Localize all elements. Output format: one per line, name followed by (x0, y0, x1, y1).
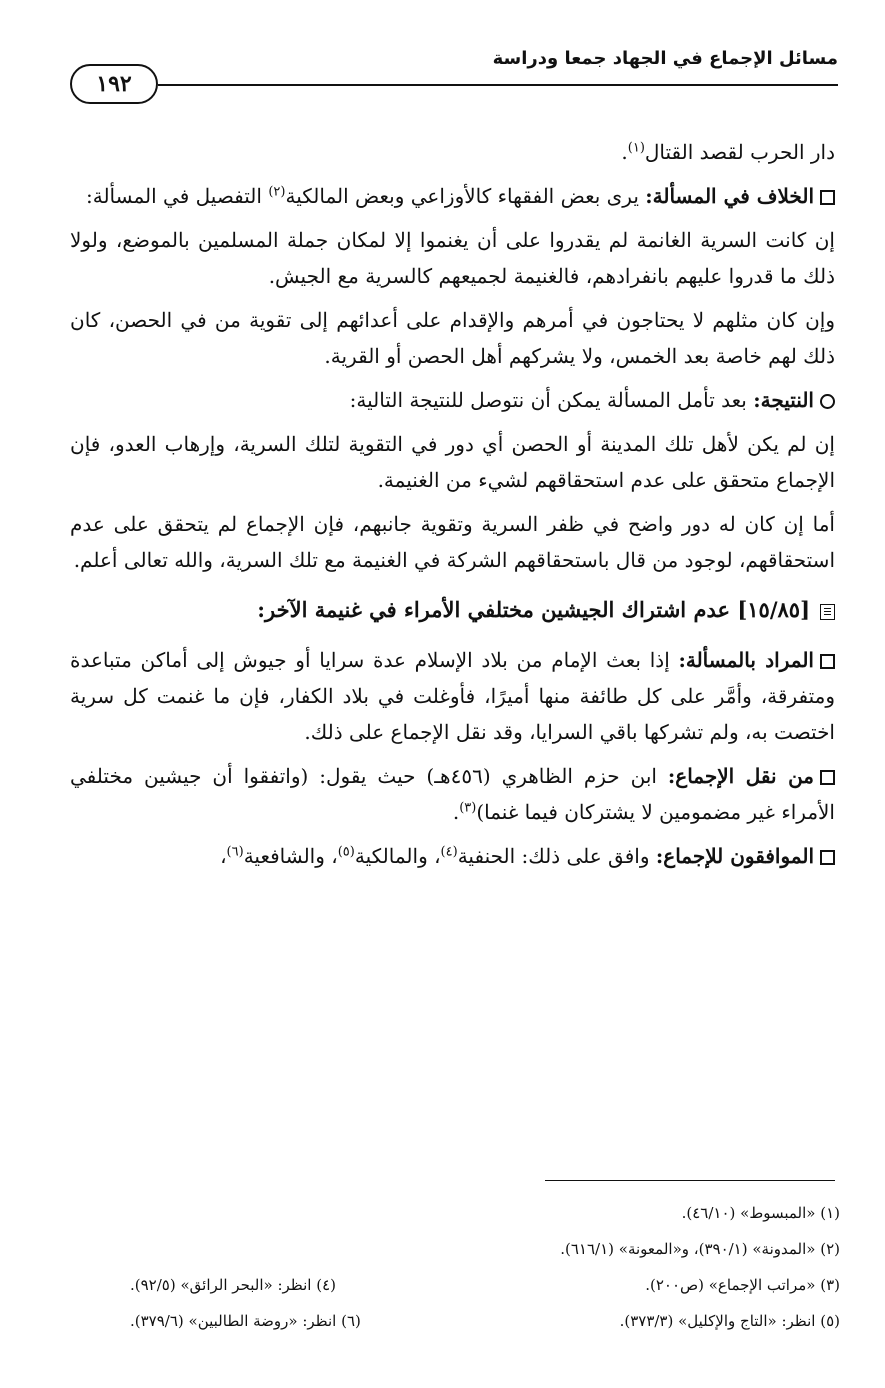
paragraph-1 (70, 134, 835, 170)
footnote-row (70, 1231, 840, 1267)
header-rule (158, 84, 838, 86)
footnote-row (70, 1267, 840, 1303)
square-bullet-icon (820, 190, 835, 205)
paragraph-tail: التفصيل في المسألة: (85, 184, 269, 208)
footnote-row (70, 1303, 840, 1339)
paragraph-text: يرى بعض الفقهاء كالأوزاعي وبعض المالكية (285, 184, 646, 208)
paragraph-4: وإن كان مثلهم لا يحتاجون في أمرهم والإقدام على أعدائهم إلى تقوية من في الحصن، كان ذلك لهم خاصة بعد الخمس، ولا يشركهم أهل الحصن أو القرية. (70, 308, 835, 368)
footnote-ref-6: (٦) (226, 844, 244, 860)
paragraph-text: بعد تأمل المسألة يمكن أن نتوصل للنتيجة التالية: (349, 388, 754, 412)
main-text (70, 134, 835, 882)
paragraph-tail: ، (220, 844, 227, 868)
paragraph-tail: . (621, 140, 628, 164)
paragraph-tail: . (452, 800, 460, 824)
footnote-2: (٢) «المدونة» (٣٩٠/١)، و«المعونة» (٦١٦/١). (560, 1240, 840, 1258)
running-title: مسائل الإجماع في الجهاد جمعا ودراسة (492, 48, 838, 69)
footnote-ref-1: (١) (627, 140, 645, 156)
term-label: النتيجة: (753, 388, 814, 412)
paragraph-meaning (70, 642, 835, 750)
term-label: من نقل الإجماع: (667, 764, 815, 788)
paragraph-text: ، والشافعية (243, 844, 338, 868)
term-label: المراد بالمسألة: (678, 648, 814, 672)
footnote-row (70, 1195, 840, 1231)
square-bullet-icon (820, 850, 835, 865)
paragraph-disagreement (70, 178, 835, 214)
document-stack-icon (820, 604, 835, 620)
footnote-4: (٤) انظر: «البحر الرائق» (٩٢/٥). (130, 1276, 336, 1294)
paragraph-text: ، والمالكية (354, 844, 441, 868)
footnote-1: (١) «المبسوط» (٤٦/١٠). (681, 1204, 840, 1222)
term-label: الموافقون للإجماع: (655, 844, 814, 868)
footnote-6: (٦) انظر: «روضة الطالبين» (٣٧٩/٦). (130, 1312, 361, 1330)
footnote-3: (٣) «مراتب الإجماع» (ص٢٠٠). (645, 1276, 840, 1294)
paragraph-text: إذا بعث الإمام من بلاد الإسلام عدة سرايا أو جيوش إلى أماكن متباعدة ومتفرقة، وأمَّر على كل طائفة منها أميرًا، فأوغلت في بلاد الكفار، فإن ما غنمت كل سرية اختصت به، ولم تشركها باقي السرايا، وقد نقل الإجماع على ذلك. (70, 648, 835, 744)
paragraph-text: دار الحرب لقصد القتال (644, 140, 835, 164)
square-bullet-icon (820, 654, 835, 669)
footnote-5: (٥) انظر: «التاج والإكليل» (٣٧٣/٣). (619, 1312, 840, 1330)
paragraph-6: إن لم يكن لأهل تلك المدينة أو الحصن أي دور في التقوية لتلك السرية، وإرهاب العدو، فإن الإجماع متحقق على عدم استحقاقهم لشيء من الغنيمة. (70, 432, 835, 492)
term-label: الخلاف في المسألة: (645, 184, 814, 208)
circle-bullet-icon (820, 394, 835, 409)
paragraph-7: أما إن كان له دور واضح في ظفر السرية وتقوية جانبهم، فإن الإجماع لم يتحقق على عدم استحقاقهم، لوجود من قال باستحقاقهم الشركة في الغنيمة مع تلك السرية، والله تعالى أعلم. (70, 512, 835, 572)
heading-text: [١٥/٨٥] عدم اشتراك الجيشين مختلفي الأمراء في غنيمة الآخر: (257, 597, 810, 622)
paragraph-text: وافق على ذلك: الحنفية (457, 844, 656, 868)
paragraph-transmitters (70, 758, 835, 830)
section-heading (70, 592, 835, 628)
footnote-ref-3: (٣) (459, 800, 477, 816)
paragraph-result (70, 382, 835, 418)
paragraph-3: إن كانت السرية الغانمة لم يقدروا على أن يغنموا إلا لمكان جملة المسلمين بالموضع، ولولا ذلك ما قدروا عليهم بانفرادهم، فالغنيمة لجميعهم كالسرية مع الجيش. (70, 228, 835, 288)
page-header (70, 40, 838, 110)
square-bullet-icon (820, 770, 835, 785)
footnote-separator (545, 1180, 835, 1181)
footnote-ref-5: (٥) (337, 844, 355, 860)
paragraph-text: ابن حزم الظاهري (٤٥٦هـ) حيث يقول: (واتفقوا أن جيشين مختلفي الأمراء غير مضمومين لا يشتركان فيما غنما) (70, 764, 835, 824)
footnote-ref-4: (٤) (440, 844, 458, 860)
footnotes (70, 1195, 840, 1339)
footnote-ref-2: (٢) (268, 184, 286, 200)
paragraph-agreeing (70, 838, 835, 874)
page-number: ١٩٢ (70, 64, 158, 104)
